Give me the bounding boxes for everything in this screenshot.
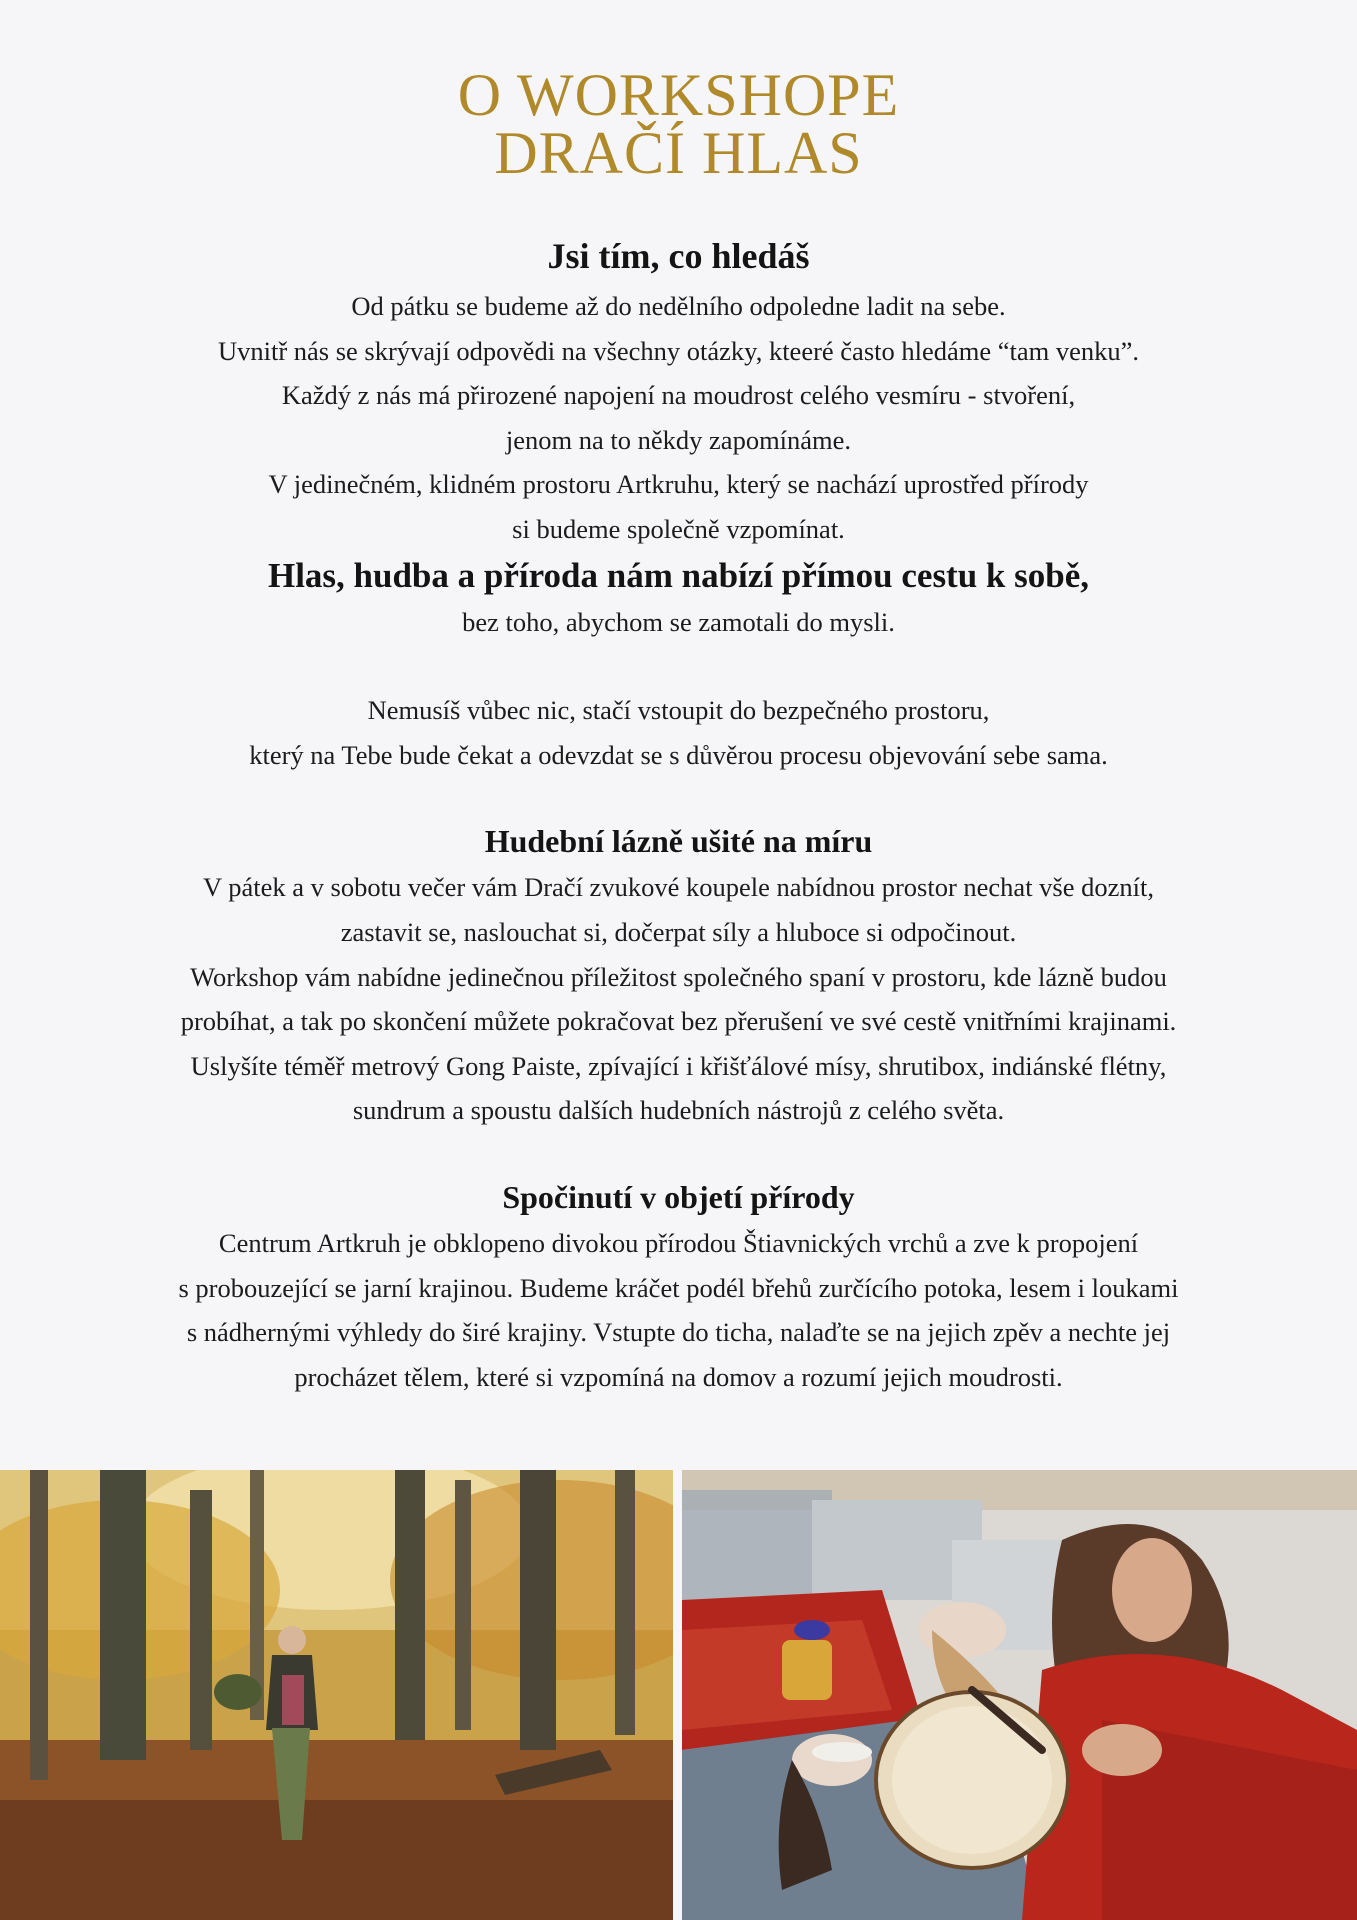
- section1-line: V jedinečném, klidném prostoru Artkruhu, který se nachází uprostřed přírody: [268, 469, 1089, 500]
- section5-line: s nádhernými výhledy do širé krajiny. Vstupte do ticha, nalaďte se na jejich zpěv a nechte jej: [186, 1317, 1171, 1348]
- section5-heading: Spočinutí v objetí přírody: [502, 1178, 855, 1215]
- section2-line: bez toho, abychom se zamotali do mysli.: [462, 606, 895, 637]
- section4-line: probíhat, a tak po skončení můžete pokračovat bez přerušení ve své cestě vnitřními krajinami.: [180, 1006, 1177, 1037]
- section1-line: Každý z nás má přirozené napojení na moudrost celého vesmíru - stvoření,: [281, 380, 1076, 411]
- section2-heading: Hlas, hudba a příroda nám nabízí přímou cestu k sobě,: [267, 555, 1090, 595]
- section1-heading: Jsi tím, co hledáš: [547, 236, 810, 276]
- forest-photo: [0, 1470, 673, 1920]
- section4-line: V pátek a v sobotu večer vám Dračí zvukové koupele nabídnou prostor nechat vše doznít,: [202, 872, 1154, 903]
- content: [90, 228, 1267, 1399]
- section4-heading: Hudební lázně ušité na míru: [484, 823, 873, 860]
- photo-strip: [0, 1470, 1357, 1920]
- page-title: [0, 62, 1357, 186]
- sound-bath-photo: [682, 1470, 1357, 1920]
- spacer: [90, 644, 1267, 688]
- title-line-1: O WORKSHOPE: [457, 62, 900, 128]
- title-line-2: DRAČÍ HLAS: [494, 120, 863, 186]
- section4-line: Uslyšíte téměř metrový Gong Paiste, zpívající i křišťálové mísy, shrutibox, indiánské flétny,: [190, 1050, 1167, 1081]
- section1-line: Uvnitř nás se skrývají odpovědi na všechny otázky, kteeré často hledáme “tam venku”.: [217, 335, 1140, 366]
- section1-line: Od pátku se budeme až do nedělního odpoledne ladit na sebe.: [351, 291, 1006, 321]
- section3-text: [90, 688, 1267, 777]
- spacer: [90, 1133, 1267, 1173]
- section5-line: procházet tělem, které si vzpomíná na domov a rozumí jejich moudrosti.: [294, 1361, 1063, 1392]
- spacer: [90, 777, 1267, 817]
- section5-line: Centrum Artkruh je obklopeno divokou přírodou Štiavnických vrchů a zve k propojení: [218, 1227, 1139, 1258]
- section1-line: si budeme společně vzpomínat.: [512, 513, 845, 544]
- section5-line: s probouzející se jarní krajinou. Budeme kráčet podél břehů zurčícího potoka, lesem i loukami: [178, 1272, 1179, 1303]
- section5-text: [90, 1221, 1267, 1399]
- section3-line: který na Tebe bude čekat a odevzdat se s důvěrou procesu objevování sebe sama.: [249, 739, 1108, 770]
- section4-text: [90, 865, 1267, 1133]
- section4-line: Workshop vám nabídne jedinečnou příležitost společného spaní v prostoru, kde lázně budou: [190, 961, 1167, 992]
- section1-text: [90, 284, 1267, 552]
- forest-illustration: [0, 1470, 673, 1920]
- section4-line: sundrum a spoustu dalších hudebních nástrojů z celého světa.: [352, 1095, 1005, 1126]
- section3-line: Nemusíš vůbec nic, stačí vstoupit do bezpečného prostoru,: [367, 695, 990, 726]
- sound-bath-illustration: [682, 1470, 1357, 1920]
- section2-text: [90, 600, 1267, 645]
- section4-line: zastavit se, naslouchat si, dočerpat síly a hluboce si odpočinout.: [340, 916, 1017, 947]
- section1-line: jenom na to někdy zapomínáme.: [505, 424, 852, 455]
- photo-divider: [673, 1470, 682, 1920]
